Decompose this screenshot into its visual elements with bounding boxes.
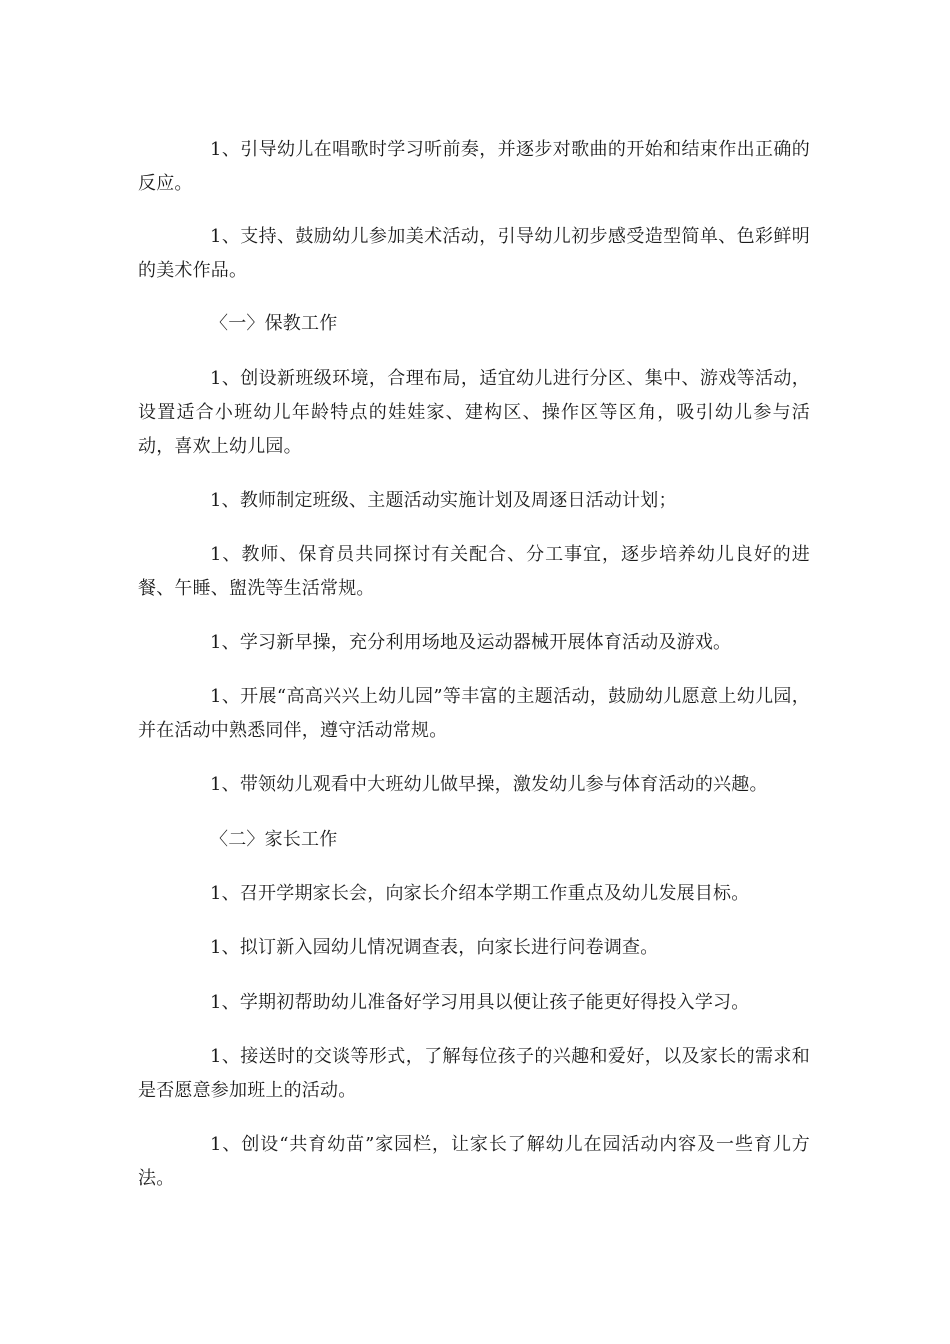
paragraph-11: 1、学期初帮助幼儿准备好学习用具以便让孩子能更好得投入学习。 bbox=[210, 992, 750, 1013]
paragraph-2: 1、支持、鼓励幼儿参加美术活动，引导幼儿初步感受造型简单、色彩鲜明的美术作品。 bbox=[138, 226, 810, 281]
paragraph-5: 1、教师、保育员共同探讨有关配合、分工事宜，逐步培养幼儿良好的进餐、午睡、盥洗等生活常规。 bbox=[138, 544, 810, 599]
paragraph-9: 1、召开学期家长会，向家长介绍本学期工作重点及幼儿发展目标。 bbox=[210, 883, 750, 904]
paragraph-12: 1、接送时的交谈等形式，了解每位孩子的兴趣和爱好，以及家长的需求和是否愿意参加班上的活动。 bbox=[138, 1046, 810, 1101]
paragraph-10: 1、拟订新入园幼儿情况调查表，向家长进行问卷调查。 bbox=[210, 937, 659, 958]
paragraph-1: 1、引导幼儿在唱歌时学习听前奏，并逐步对歌曲的开始和结束作出正确的反应。 bbox=[138, 139, 810, 194]
section-heading-jiazhang: 〈二〉家长工作 bbox=[210, 829, 338, 850]
paragraph-6: 1、学习新早操，充分利用场地及运动器械开展体育活动及游戏。 bbox=[210, 632, 732, 653]
paragraph-13: 1、创设“共育幼苗”家园栏，让家长了解幼儿在园活动内容及一些育儿方法。 bbox=[138, 1134, 810, 1189]
paragraph-8: 1、带领幼儿观看中大班幼儿做早操，激发幼儿参与体育活动的兴趣。 bbox=[210, 774, 768, 795]
paragraph-7: 1、开展“高高兴兴上幼儿园”等丰富的主题活动，鼓励幼儿愿意上幼儿园，并在活动中熟悉同伴，遵守活动常规。 bbox=[138, 686, 810, 741]
paragraph-4: 1、教师制定班级、主题活动实施计划及周逐日活动计划； bbox=[210, 490, 677, 511]
section-heading-baojiao: 〈一〉保教工作 bbox=[210, 313, 338, 334]
paragraph-3: 1、创设新班级环境，合理布局，适宜幼儿进行分区、集中、游戏等活动，设置适合小班幼儿年龄特点的娃娃家、建构区、操作区等区角，吸引幼儿参与活动，喜欢上幼儿园。 bbox=[138, 368, 810, 457]
